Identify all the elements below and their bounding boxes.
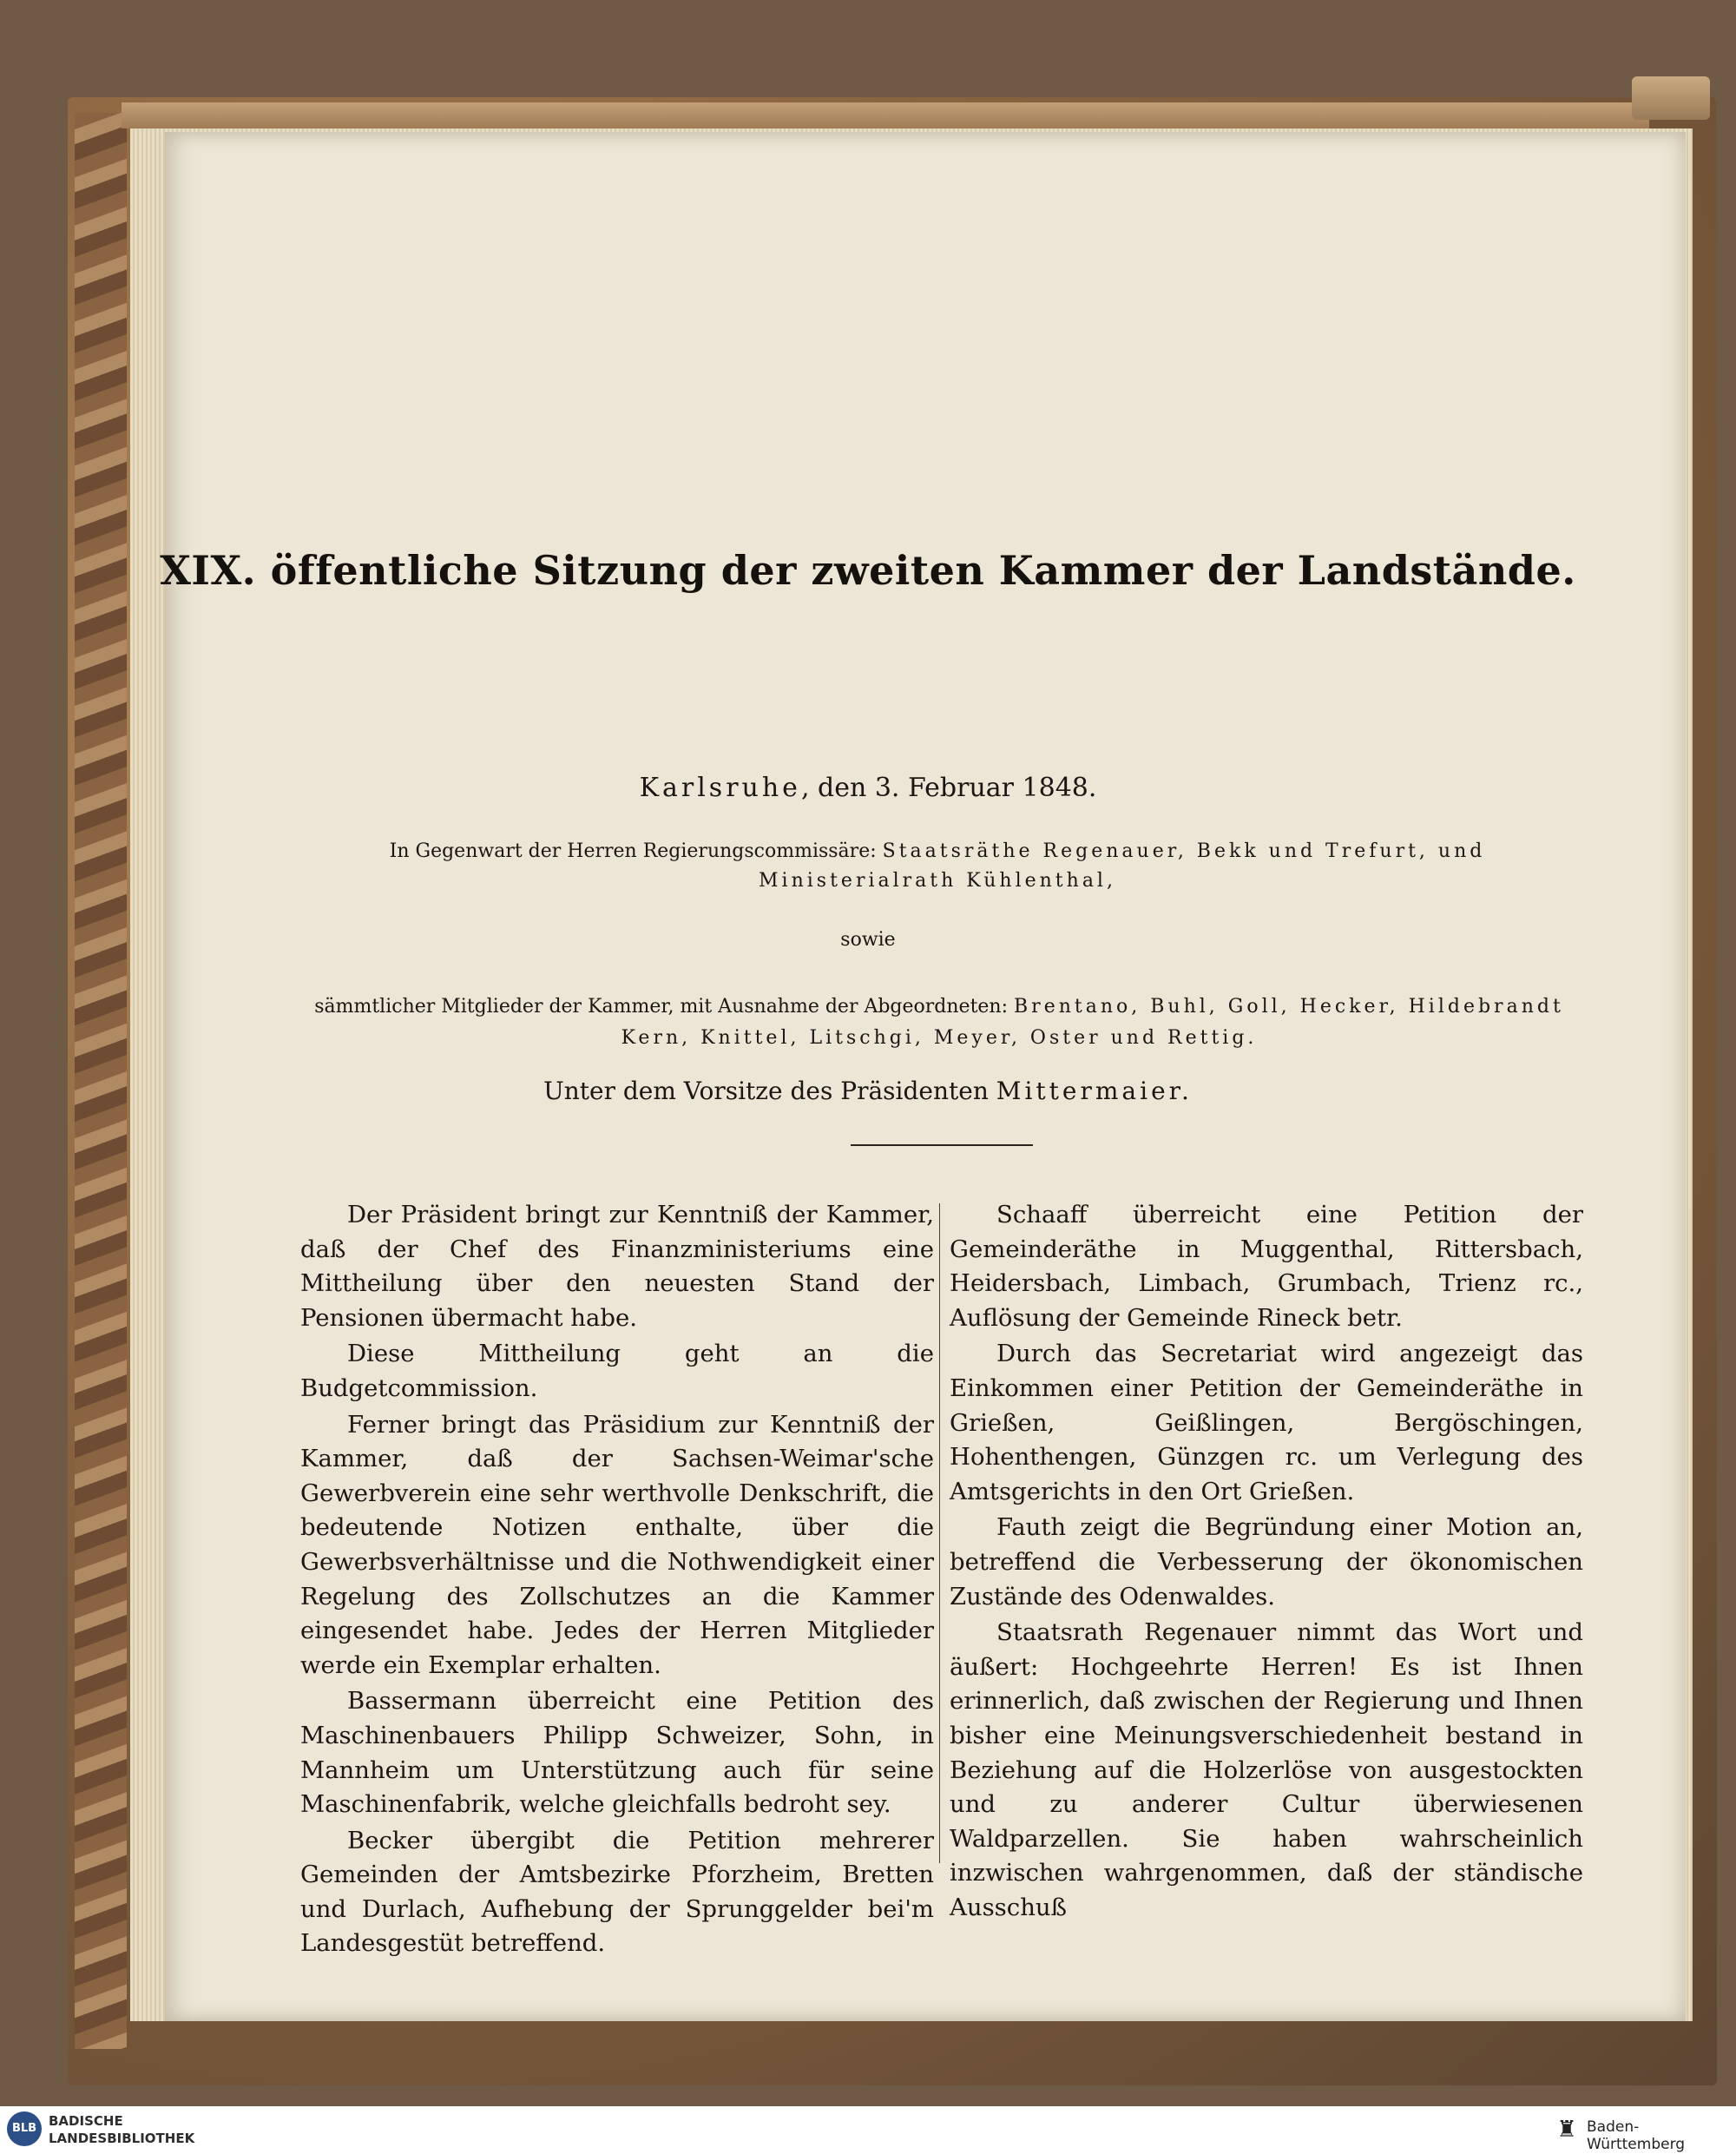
sowie-line: sowie — [840, 929, 896, 951]
paragraph: Der Präsident bringt zur Kenntniß der Kammer, daß der Chef des Finanzministeriums eine Mittheilung über den neuesten Stand der Pensionen übermacht habe. — [300, 1201, 934, 1332]
presence-names: Staatsräthe Regenauer, Bekk und Trefurt, und Ministerialrath Kühlenthal, — [759, 840, 1486, 892]
paragraph: Bassermann überreicht eine Petition des Maschinenbauers Philipp Schweizer, Sohn, in Mannheim um Unterstützung auch für seine Maschinenfabrik, welche gleichfalls bedroht sey. — [300, 1687, 934, 1819]
paragraph: Staatsrath Regenauer nimmt das Wort und äußert: Hochgeehrte Herren! Es ist Ihnen erinnerlich, daß zwischen der Regierung und Ihnen bisher eine Meinungsverschiedenheit bestand in Beziehung auf die Holzerlöse von ausgestockten und zu anderer Cultur überwiesenen Waldparzellen. Sie haben wahrscheinlich inzwischen wahrgenommen, daß der ständische Ausschuß — [950, 1618, 1583, 1921]
column-divider — [939, 1203, 940, 1863]
presence-line — [321, 837, 1554, 896]
right-column — [950, 1198, 1583, 1927]
corner-clip — [1632, 76, 1710, 120]
date-text: , den 3. Februar 1848. — [800, 773, 1097, 803]
show-through-text — [295, 247, 1597, 534]
coat-of-arms-icon[interactable]: ♜ — [1556, 2117, 1577, 2143]
separator-rule — [851, 1144, 1033, 1146]
paragraph: Schaaff überreicht eine Petition der Gemeinderäthe in Muggenthal, Rittersbach, Heidersbach, Limbach, Grumbach, Trienz rc., Auflösung der Gemeinde Rineck betr. — [950, 1201, 1583, 1332]
library-name-line1: BADISCHE — [49, 2113, 123, 2129]
library-name[interactable] — [49, 2112, 194, 2147]
cover-top-edge — [122, 102, 1649, 128]
members-line — [314, 991, 1564, 1054]
left-column — [300, 1198, 934, 1963]
members-lead: sämmtlicher Mitglieder der Kammer, mit Ausnahme der Abgeordneten: — [314, 996, 1009, 1018]
paragraph: Diese Mittheilung geht an die Budgetcommission. — [300, 1340, 934, 1402]
chair-name: Mittermaier. — [996, 1077, 1193, 1105]
members-names: Brentano, Buhl, Goll, Hecker, Hildebrandt Kern, Knittel, Litschgi, Meyer, Oster und Rettig. — [621, 996, 1564, 1049]
footer-bar — [0, 2106, 1736, 2154]
presence-lead: In Gegenwart der Herren Regierungscommissäre: — [389, 840, 877, 862]
date-line — [0, 773, 1736, 803]
chair-line — [0, 1077, 1736, 1105]
date-place: Karlsruhe — [639, 773, 801, 803]
paragraph: Ferner bringt das Präsidium zur Kenntniß der Kammer, daß der Sachsen-Weimar'sche Gewerbverein eine sehr werthvolle Denkschrift, die bedeutende Notizen enthalte, über die Gewerbsverhältnisse und die Nothwendigkeit einer Regelung des Zollschutzes an die Kammer eingesendet habe. Jedes der Herren Mitglieder werde ein Exemplar erhalten. — [300, 1410, 934, 1679]
paragraph: Fauth zeigt die Begründung einer Motion an, betreffend die Verbesserung der ökonomischen Zustände des Odenwaldes. — [950, 1513, 1583, 1611]
blb-logo-icon[interactable]: BLB — [7, 2111, 42, 2146]
paragraph: Becker übergibt die Petition mehrerer Gemeinden der Amtsbezirke Pforzheim, Bretten und Durlach, Aufhebung der Sprunggelder bei'm Landesgestüt betreffend. — [300, 1826, 934, 1958]
state-name[interactable]: Baden-Württemberg — [1587, 2118, 1686, 2153]
paragraph: Durch das Secretariat wird angezeigt das Einkommen einer Petition der Gemeinderäthe in Grießen, Geißlingen, Bergöschingen, Hohenthengen, Günzgen rc. um Verlegung des Amtsgerichts in den Ort Grießen. — [950, 1340, 1583, 1505]
chair-lead: Unter dem Vorsitze des Präsidenten — [543, 1077, 989, 1105]
library-name-line2: LANDESBIBLIOTHEK — [49, 2131, 195, 2146]
page-title: XIX. öffentliche Sitzung der zweiten Kammer der Landstände. — [160, 547, 1576, 594]
